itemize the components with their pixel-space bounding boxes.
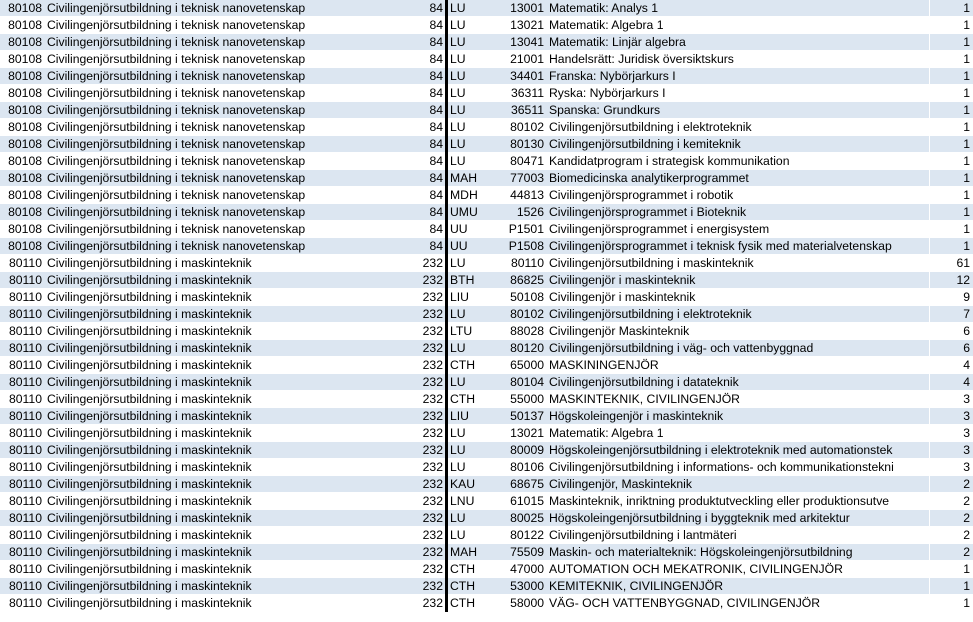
program-count-cell: 84 — [389, 0, 447, 17]
course-code-cell: 77003 — [502, 170, 547, 187]
course-code-cell: 80471 — [502, 153, 547, 170]
count-cell: 1 — [930, 221, 973, 238]
university-cell: MDH — [447, 187, 503, 204]
program-count-cell: 232 — [389, 391, 447, 408]
course-name-cell: MASKINTEKNIK, CIVILINGENJÖR — [547, 391, 930, 408]
count-cell: 7 — [930, 306, 973, 323]
course-code-cell: 86825 — [502, 272, 547, 289]
count-cell: 3 — [930, 391, 973, 408]
program-code-cell: 80108 — [0, 187, 45, 204]
program-code-cell: 80108 — [0, 68, 45, 85]
count-cell: 6 — [930, 323, 973, 340]
program-code-cell: 80110 — [0, 442, 45, 459]
university-cell: LU — [447, 119, 503, 136]
university-cell: LU — [447, 340, 503, 357]
program-code-cell: 80110 — [0, 391, 45, 408]
table-row — [0, 238, 973, 255]
university-cell: LU — [447, 102, 503, 119]
course-code-cell: 80102 — [502, 306, 547, 323]
program-code-cell: 80108 — [0, 153, 45, 170]
course-name-cell: Civilingenjör i maskinteknik — [547, 289, 930, 306]
program-code-cell: 80108 — [0, 102, 45, 119]
program-count-cell: 232 — [389, 255, 447, 272]
program-code-cell: 80110 — [0, 527, 45, 544]
course-name-cell: Matematik: Linjär algebra — [547, 34, 930, 51]
table-row — [0, 510, 973, 527]
course-code-cell: P1501 — [502, 221, 547, 238]
program-name-cell: Civilingenjörsutbildning i maskinteknik — [45, 391, 389, 408]
table-row — [0, 187, 973, 204]
program-name-cell: Civilingenjörsutbildning i teknisk nanovetenskap — [45, 119, 389, 136]
course-name-cell: Matematik: Algebra 1 — [547, 425, 930, 442]
course-name-cell: Franska: Nybörjarkurs I — [547, 68, 930, 85]
course-name-cell: Civilingenjörsprogrammet i Bioteknik — [547, 204, 930, 221]
course-code-cell: 36311 — [502, 85, 547, 102]
table-row — [0, 323, 973, 340]
course-code-cell: 68675 — [502, 476, 547, 493]
university-cell: UU — [447, 221, 503, 238]
program-name-cell: Civilingenjörsutbildning i maskinteknik — [45, 493, 389, 510]
table-row — [0, 102, 973, 119]
course-code-cell: 53000 — [502, 578, 547, 595]
course-code-cell: 80102 — [502, 119, 547, 136]
program-code-cell: 80108 — [0, 85, 45, 102]
program-count-cell: 232 — [389, 544, 447, 561]
university-cell: UU — [447, 238, 503, 255]
course-name-cell: Civilingenjörsutbildning i elektroteknik — [547, 306, 930, 323]
course-name-cell: Handelsrätt: Juridisk översiktskurs — [547, 51, 930, 68]
course-name-cell: Högskoleingenjörsutbildning i elektroteknik med automationstek — [547, 442, 930, 459]
program-code-cell: 80110 — [0, 561, 45, 578]
program-count-cell: 232 — [389, 306, 447, 323]
program-name-cell: Civilingenjörsutbildning i maskinteknik — [45, 374, 389, 391]
course-name-cell: Civilingenjörsutbildning i kemiteknik — [547, 136, 930, 153]
table-row — [0, 340, 973, 357]
count-cell: 3 — [930, 408, 973, 425]
program-count-cell: 84 — [389, 238, 447, 255]
program-count-cell: 84 — [389, 221, 447, 238]
table-row — [0, 561, 973, 578]
program-name-cell: Civilingenjörsutbildning i maskinteknik — [45, 527, 389, 544]
university-cell: LU — [447, 34, 503, 51]
course-code-cell: 36511 — [502, 102, 547, 119]
count-cell: 61 — [930, 255, 973, 272]
count-cell: 1 — [930, 51, 973, 68]
course-code-cell: 80120 — [502, 340, 547, 357]
count-cell: 1 — [930, 119, 973, 136]
count-cell: 1 — [930, 34, 973, 51]
course-name-cell: Högskoleingenjör i maskinteknik — [547, 408, 930, 425]
count-cell: 1 — [930, 204, 973, 221]
course-code-cell: 44813 — [502, 187, 547, 204]
university-cell: LU — [447, 85, 503, 102]
count-cell: 1 — [930, 578, 973, 595]
university-cell: LU — [447, 510, 503, 527]
course-code-cell: 61015 — [502, 493, 547, 510]
table-row — [0, 408, 973, 425]
table-row — [0, 595, 973, 612]
count-cell: 2 — [930, 493, 973, 510]
program-code-cell: 80108 — [0, 119, 45, 136]
program-count-cell: 232 — [389, 289, 447, 306]
program-count-cell: 232 — [389, 595, 447, 612]
count-cell: 2 — [930, 476, 973, 493]
program-code-cell: 80110 — [0, 544, 45, 561]
count-cell: 6 — [930, 340, 973, 357]
program-name-cell: Civilingenjörsutbildning i maskinteknik — [45, 510, 389, 527]
university-cell: LU — [447, 51, 503, 68]
program-name-cell: Civilingenjörsutbildning i teknisk nanovetenskap — [45, 221, 389, 238]
count-cell: 2 — [930, 527, 973, 544]
program-name-cell: Civilingenjörsutbildning i teknisk nanovetenskap — [45, 0, 389, 17]
course-name-cell: MASKININGENJÖR — [547, 357, 930, 374]
program-code-cell: 80110 — [0, 374, 45, 391]
program-count-cell: 232 — [389, 408, 447, 425]
university-cell: CTH — [447, 578, 503, 595]
course-code-cell: 75509 — [502, 544, 547, 561]
university-cell: LNU — [447, 493, 503, 510]
count-cell: 1 — [930, 238, 973, 255]
count-cell: 3 — [930, 442, 973, 459]
program-code-cell: 80108 — [0, 238, 45, 255]
table-row — [0, 119, 973, 136]
university-cell: MAH — [447, 170, 503, 187]
count-cell: 1 — [930, 595, 973, 612]
course-code-cell: 34401 — [502, 68, 547, 85]
count-cell: 1 — [930, 0, 973, 17]
program-count-cell: 232 — [389, 510, 447, 527]
program-count-cell: 232 — [389, 527, 447, 544]
university-cell: LU — [447, 68, 503, 85]
course-name-cell: Matematik: Analys 1 — [547, 0, 930, 17]
course-name-cell: Högskoleingenjörsutbildning i byggteknik med arkitektur — [547, 510, 930, 527]
program-name-cell: Civilingenjörsutbildning i teknisk nanovetenskap — [45, 17, 389, 34]
program-count-cell: 232 — [389, 425, 447, 442]
program-name-cell: Civilingenjörsutbildning i maskinteknik — [45, 272, 389, 289]
program-count-cell: 84 — [389, 187, 447, 204]
course-name-cell: Civilingenjör i maskinteknik — [547, 272, 930, 289]
university-cell: LU — [447, 527, 503, 544]
program-count-cell: 84 — [389, 85, 447, 102]
course-code-cell: 13001 — [502, 0, 547, 17]
program-code-cell: 80108 — [0, 51, 45, 68]
program-code-cell: 80110 — [0, 272, 45, 289]
table-row — [0, 306, 973, 323]
course-code-cell: 47000 — [502, 561, 547, 578]
course-code-cell: 13021 — [502, 425, 547, 442]
program-name-cell: Civilingenjörsutbildning i teknisk nanovetenskap — [45, 102, 389, 119]
program-code-cell: 80110 — [0, 340, 45, 357]
program-code-cell: 80110 — [0, 255, 45, 272]
course-code-cell: 58000 — [502, 595, 547, 612]
university-cell: LU — [447, 153, 503, 170]
university-cell: LIU — [447, 289, 503, 306]
program-name-cell: Civilingenjörsutbildning i maskinteknik — [45, 255, 389, 272]
course-code-cell: 13021 — [502, 17, 547, 34]
program-name-cell: Civilingenjörsutbildning i maskinteknik — [45, 323, 389, 340]
program-count-cell: 232 — [389, 357, 447, 374]
table-row — [0, 255, 973, 272]
program-count-cell: 232 — [389, 340, 447, 357]
course-code-cell: 80110 — [502, 255, 547, 272]
program-name-cell: Civilingenjörsutbildning i teknisk nanovetenskap — [45, 85, 389, 102]
university-cell: LU — [447, 425, 503, 442]
program-count-cell: 232 — [389, 323, 447, 340]
table-row — [0, 442, 973, 459]
course-name-cell: Matematik: Algebra 1 — [547, 17, 930, 34]
program-count-cell: 84 — [389, 119, 447, 136]
count-cell: 1 — [930, 153, 973, 170]
course-name-cell: Kandidatprogram i strategisk kommunikation — [547, 153, 930, 170]
program-code-cell: 80110 — [0, 578, 45, 595]
table-row — [0, 221, 973, 238]
course-code-cell: 80025 — [502, 510, 547, 527]
count-cell: 1 — [930, 17, 973, 34]
table-row — [0, 459, 973, 476]
course-name-cell: AUTOMATION OCH MEKATRONIK, CIVILINGENJÖR — [547, 561, 930, 578]
university-cell: LU — [447, 306, 503, 323]
table-row — [0, 17, 973, 34]
course-code-cell: 13041 — [502, 34, 547, 51]
count-cell: 9 — [930, 289, 973, 306]
program-name-cell: Civilingenjörsutbildning i maskinteknik — [45, 357, 389, 374]
course-code-cell: 88028 — [502, 323, 547, 340]
program-count-cell: 84 — [389, 51, 447, 68]
program-name-cell: Civilingenjörsutbildning i maskinteknik — [45, 476, 389, 493]
program-name-cell: Civilingenjörsutbildning i maskinteknik — [45, 289, 389, 306]
university-cell: BTH — [447, 272, 503, 289]
university-cell: LTU — [447, 323, 503, 340]
program-count-cell: 84 — [389, 153, 447, 170]
table-row — [0, 0, 973, 17]
course-name-cell: Maskin- och materialteknik: Högskoleingenjörsutbildning — [547, 544, 930, 561]
program-code-cell: 80110 — [0, 425, 45, 442]
program-code-cell: 80108 — [0, 34, 45, 51]
course-name-cell: Civilingenjörsprogrammet i energisystem — [547, 221, 930, 238]
program-name-cell: Civilingenjörsutbildning i teknisk nanovetenskap — [45, 153, 389, 170]
course-code-cell: 80130 — [502, 136, 547, 153]
program-code-cell: 80110 — [0, 289, 45, 306]
program-name-cell: Civilingenjörsutbildning i maskinteknik — [45, 408, 389, 425]
course-name-cell: Biomedicinska analytikerprogrammet — [547, 170, 930, 187]
program-code-cell: 80110 — [0, 357, 45, 374]
program-count-cell: 84 — [389, 204, 447, 221]
program-name-cell: Civilingenjörsutbildning i maskinteknik — [45, 340, 389, 357]
program-code-cell: 80108 — [0, 0, 45, 17]
university-cell: LU — [447, 255, 503, 272]
university-cell: KAU — [447, 476, 503, 493]
program-name-cell: Civilingenjörsutbildning i maskinteknik — [45, 306, 389, 323]
program-name-cell: Civilingenjörsutbildning i teknisk nanovetenskap — [45, 187, 389, 204]
course-name-cell: Civilingenjörsutbildning i maskinteknik — [547, 255, 930, 272]
program-name-cell: Civilingenjörsutbildning i teknisk nanovetenskap — [45, 51, 389, 68]
course-code-cell: 50108 — [502, 289, 547, 306]
course-name-cell: Civilingenjörsprogrammet i teknisk fysik med materialvetenskap — [547, 238, 930, 255]
course-code-cell: 1526 — [502, 204, 547, 221]
course-name-cell: Civilingenjörsutbildning i väg- och vattenbyggnad — [547, 340, 930, 357]
count-cell: 1 — [930, 136, 973, 153]
program-code-cell: 80110 — [0, 476, 45, 493]
course-code-cell: 80009 — [502, 442, 547, 459]
program-code-cell: 80110 — [0, 493, 45, 510]
course-code-cell: 80104 — [502, 374, 547, 391]
count-cell: 12 — [930, 272, 973, 289]
program-name-cell: Civilingenjörsutbildning i maskinteknik — [45, 561, 389, 578]
program-count-cell: 232 — [389, 476, 447, 493]
count-cell: 1 — [930, 102, 973, 119]
program-code-cell: 80110 — [0, 510, 45, 527]
program-code-cell: 80110 — [0, 459, 45, 476]
program-name-cell: Civilingenjörsutbildning i maskinteknik — [45, 595, 389, 612]
program-code-cell: 80108 — [0, 221, 45, 238]
course-code-cell: 55000 — [502, 391, 547, 408]
program-code-cell: 80110 — [0, 595, 45, 612]
count-cell: 1 — [930, 187, 973, 204]
program-count-cell: 84 — [389, 34, 447, 51]
course-name-cell: Civilingenjör Maskinteknik — [547, 323, 930, 340]
count-cell: 1 — [930, 561, 973, 578]
program-count-cell: 232 — [389, 493, 447, 510]
program-code-cell: 80108 — [0, 17, 45, 34]
program-name-cell: Civilingenjörsutbildning i maskinteknik — [45, 544, 389, 561]
course-code-cell: 50137 — [502, 408, 547, 425]
table-row — [0, 85, 973, 102]
count-cell: 2 — [930, 544, 973, 561]
course-name-cell: Civilingenjörsutbildning i lantmäteri — [547, 527, 930, 544]
table-row — [0, 51, 973, 68]
course-name-cell: Civilingenjörsutbildning i informations- och kommunikationstekni — [547, 459, 930, 476]
program-count-cell: 232 — [389, 374, 447, 391]
program-count-cell: 84 — [389, 102, 447, 119]
university-cell: CTH — [447, 595, 503, 612]
course-name-cell: Civilingenjörsutbildning i elektroteknik — [547, 119, 930, 136]
course-name-cell: Civilingenjörsutbildning i datateknik — [547, 374, 930, 391]
course-name-cell: VÄG- OCH VATTENBYGGNAD, CIVILINGENJÖR — [547, 595, 930, 612]
program-name-cell: Civilingenjörsutbildning i maskinteknik — [45, 442, 389, 459]
university-cell: CTH — [447, 391, 503, 408]
count-cell: 3 — [930, 459, 973, 476]
university-cell: LU — [447, 374, 503, 391]
table-row — [0, 544, 973, 561]
program-count-cell: 84 — [389, 68, 447, 85]
university-cell: CTH — [447, 561, 503, 578]
count-cell: 1 — [930, 170, 973, 187]
university-cell: LU — [447, 0, 503, 17]
count-cell: 3 — [930, 425, 973, 442]
program-name-cell: Civilingenjörsutbildning i teknisk nanovetenskap — [45, 136, 389, 153]
program-name-cell: Civilingenjörsutbildning i teknisk nanovetenskap — [45, 204, 389, 221]
table-row — [0, 391, 973, 408]
university-cell: CTH — [447, 357, 503, 374]
count-cell: 2 — [930, 510, 973, 527]
count-cell: 1 — [930, 68, 973, 85]
course-name-cell: Ryska: Nybörjarkurs I — [547, 85, 930, 102]
program-name-cell: Civilingenjörsutbildning i maskinteknik — [45, 425, 389, 442]
course-name-cell: KEMITEKNIK, CIVILINGENJÖR — [547, 578, 930, 595]
program-count-cell: 84 — [389, 136, 447, 153]
course-name-cell: Civilingenjörsprogrammet i robotik — [547, 187, 930, 204]
table-row — [0, 374, 973, 391]
university-cell: LU — [447, 136, 503, 153]
program-count-cell: 232 — [389, 578, 447, 595]
count-cell: 4 — [930, 357, 973, 374]
course-name-cell: Spanska: Grundkurs — [547, 102, 930, 119]
program-code-cell: 80110 — [0, 323, 45, 340]
count-cell: 4 — [930, 374, 973, 391]
table-row — [0, 68, 973, 85]
course-name-cell: Maskinteknik, inriktning produktutveckling eller produktionsutve — [547, 493, 930, 510]
table-row — [0, 476, 973, 493]
program-count-cell: 232 — [389, 561, 447, 578]
table-row — [0, 136, 973, 153]
program-code-cell: 80108 — [0, 170, 45, 187]
university-cell: MAH — [447, 544, 503, 561]
program-name-cell: Civilingenjörsutbildning i teknisk nanovetenskap — [45, 68, 389, 85]
table-row — [0, 578, 973, 595]
course-code-cell: 65000 — [502, 357, 547, 374]
table-row — [0, 289, 973, 306]
table-row — [0, 204, 973, 221]
program-code-cell: 80108 — [0, 204, 45, 221]
university-cell: LIU — [447, 408, 503, 425]
program-name-cell: Civilingenjörsutbildning i teknisk nanovetenskap — [45, 170, 389, 187]
course-code-cell: P1508 — [502, 238, 547, 255]
table-row — [0, 357, 973, 374]
table-row — [0, 493, 973, 510]
program-code-cell: 80108 — [0, 136, 45, 153]
program-code-cell: 80110 — [0, 306, 45, 323]
course-code-cell: 21001 — [502, 51, 547, 68]
table-row — [0, 425, 973, 442]
table-row — [0, 527, 973, 544]
program-count-cell: 84 — [389, 17, 447, 34]
table-row — [0, 153, 973, 170]
program-name-cell: Civilingenjörsutbildning i teknisk nanovetenskap — [45, 238, 389, 255]
course-name-cell: Civilingenjör, Maskinteknik — [547, 476, 930, 493]
course-code-cell: 80122 — [502, 527, 547, 544]
university-cell: LU — [447, 442, 503, 459]
program-name-cell: Civilingenjörsutbildning i teknisk nanovetenskap — [45, 34, 389, 51]
program-count-cell: 84 — [389, 170, 447, 187]
program-code-cell: 80110 — [0, 408, 45, 425]
program-count-cell: 232 — [389, 442, 447, 459]
university-cell: LU — [447, 459, 503, 476]
university-cell: UMU — [447, 204, 503, 221]
table-row — [0, 272, 973, 289]
table-row — [0, 34, 973, 51]
program-name-cell: Civilingenjörsutbildning i maskinteknik — [45, 578, 389, 595]
program-count-cell: 232 — [389, 459, 447, 476]
course-code-cell: 80106 — [502, 459, 547, 476]
table-row — [0, 170, 973, 187]
program-count-cell: 232 — [389, 272, 447, 289]
count-cell: 1 — [930, 85, 973, 102]
university-cell: LU — [447, 17, 503, 34]
program-name-cell: Civilingenjörsutbildning i maskinteknik — [45, 459, 389, 476]
